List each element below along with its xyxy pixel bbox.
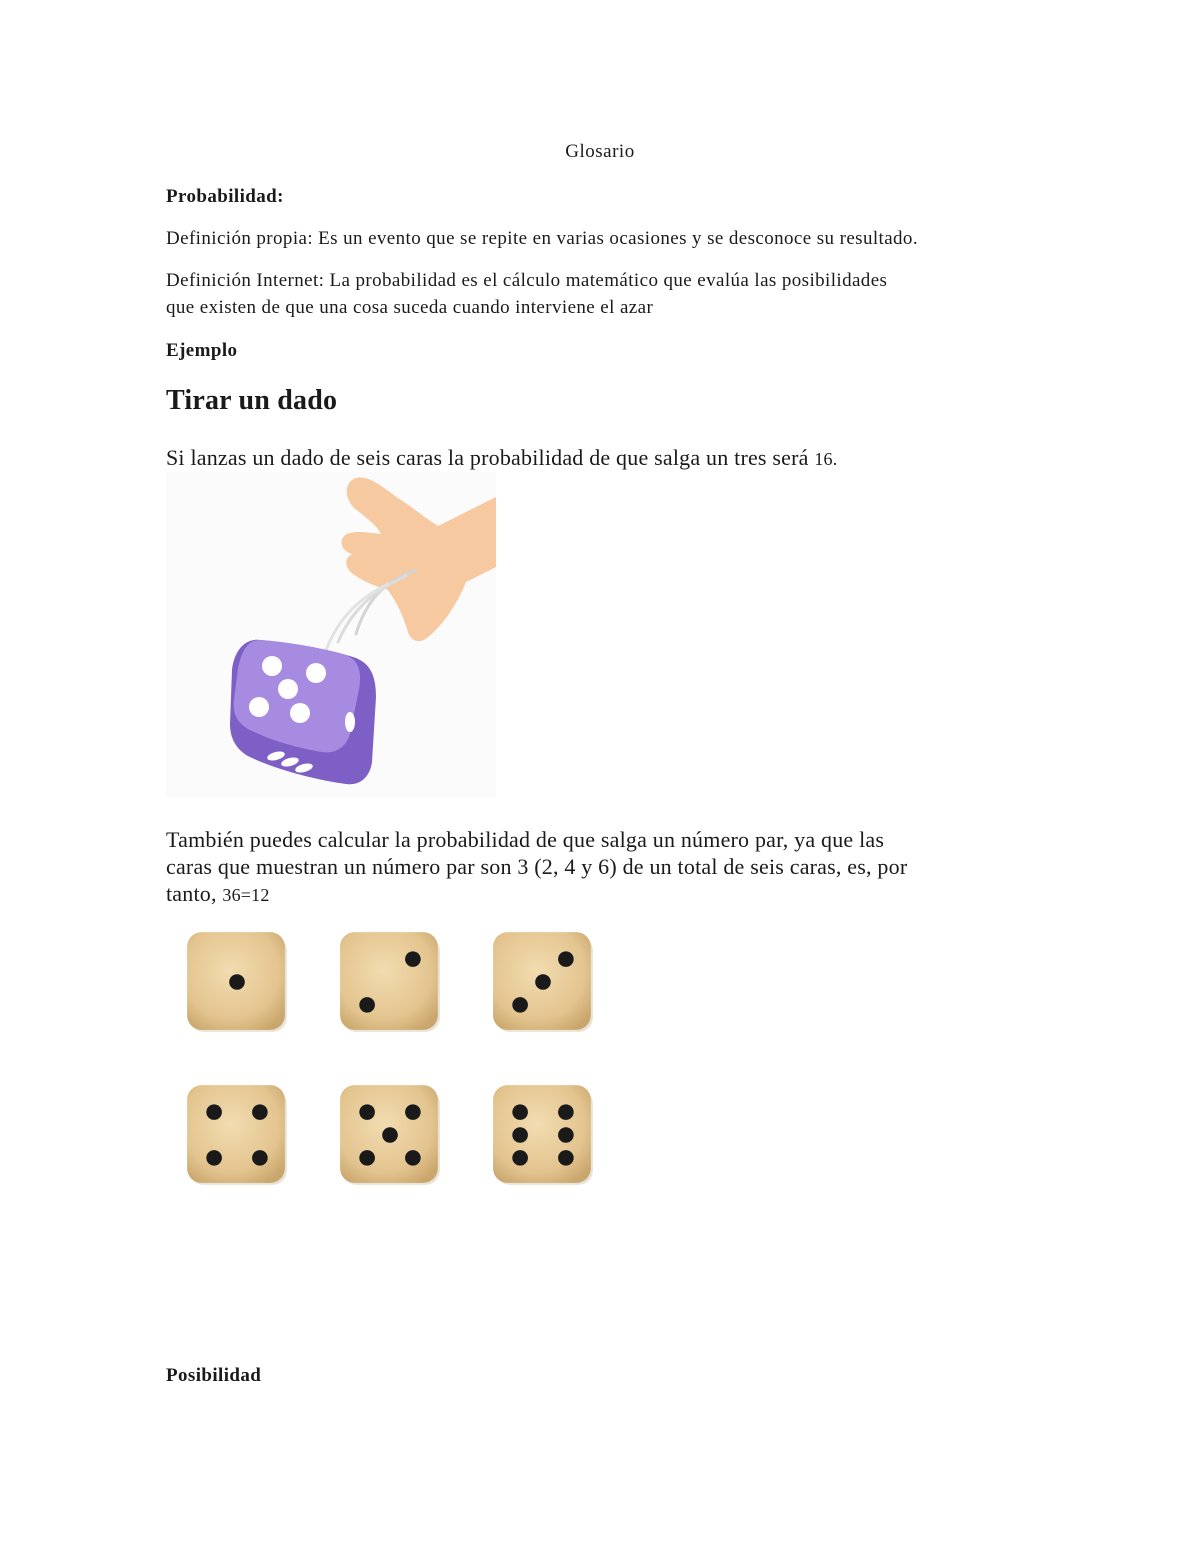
die-pip [359, 1104, 375, 1120]
die-pip [558, 1150, 574, 1166]
die-face-six-icon [491, 1083, 595, 1187]
die-pip [558, 1104, 574, 1120]
die-pip [405, 1150, 421, 1166]
die-pip [252, 1150, 268, 1166]
die-face-two-icon [338, 930, 442, 1034]
example-heading: Tirar un dado [166, 385, 338, 416]
die-pip [512, 1127, 528, 1143]
die-face-four-icon [185, 1083, 289, 1187]
page-title: Glosario [565, 141, 635, 162]
die-pip [359, 1150, 375, 1166]
dice-throw-illustration [166, 472, 496, 798]
even-fraction: 36=12 [222, 885, 270, 905]
die-pip [252, 1104, 268, 1120]
example-label: Ejemplo [166, 340, 238, 361]
die-face-five-icon [338, 1083, 442, 1187]
die-pip [405, 951, 421, 967]
even-text-line2: caras que muestran un número par son 3 (2, 4 y 6) de un total de seis caras, es, por [166, 854, 908, 879]
even-text-line1: También puedes calcular la probabilidad de que salga un número par, ya que las [166, 827, 885, 852]
die-face-one-icon [185, 930, 289, 1034]
die-pip [405, 1104, 421, 1120]
die-pip [206, 1150, 222, 1166]
die-pip [229, 974, 245, 990]
die-pip [512, 1104, 528, 1120]
die-pip [359, 997, 375, 1013]
even-text-line3 [166, 880, 1036, 909]
die-pip [382, 1127, 398, 1143]
heading-posibilidad: Posibilidad [166, 1365, 262, 1386]
definition-own: Definición propia: Es un evento que se repite en varias ocasiones y se desconoce su resultado. [166, 228, 918, 249]
die-pip [558, 1127, 574, 1143]
example-text [166, 444, 1036, 473]
heading-probabilidad: Probabilidad: [166, 186, 284, 207]
die-pip [558, 951, 574, 967]
die-face-three-icon [491, 930, 595, 1034]
example-sentence: Si lanzas un dado de seis caras la probabilidad de que salga un tres será [166, 445, 809, 470]
die-pip [535, 974, 551, 990]
die-pip [512, 997, 528, 1013]
die-pip [512, 1150, 528, 1166]
definition-internet-line1: Definición Internet: La probabilidad es el cálculo matemático que evalúa las posibilidades [166, 270, 888, 291]
example-fraction: 16. [814, 449, 838, 469]
even-text-prefix: tanto, [166, 881, 217, 906]
definition-internet-line2: que existen de que una cosa suceda cuando interviene el azar [166, 297, 654, 318]
die-pip [206, 1104, 222, 1120]
